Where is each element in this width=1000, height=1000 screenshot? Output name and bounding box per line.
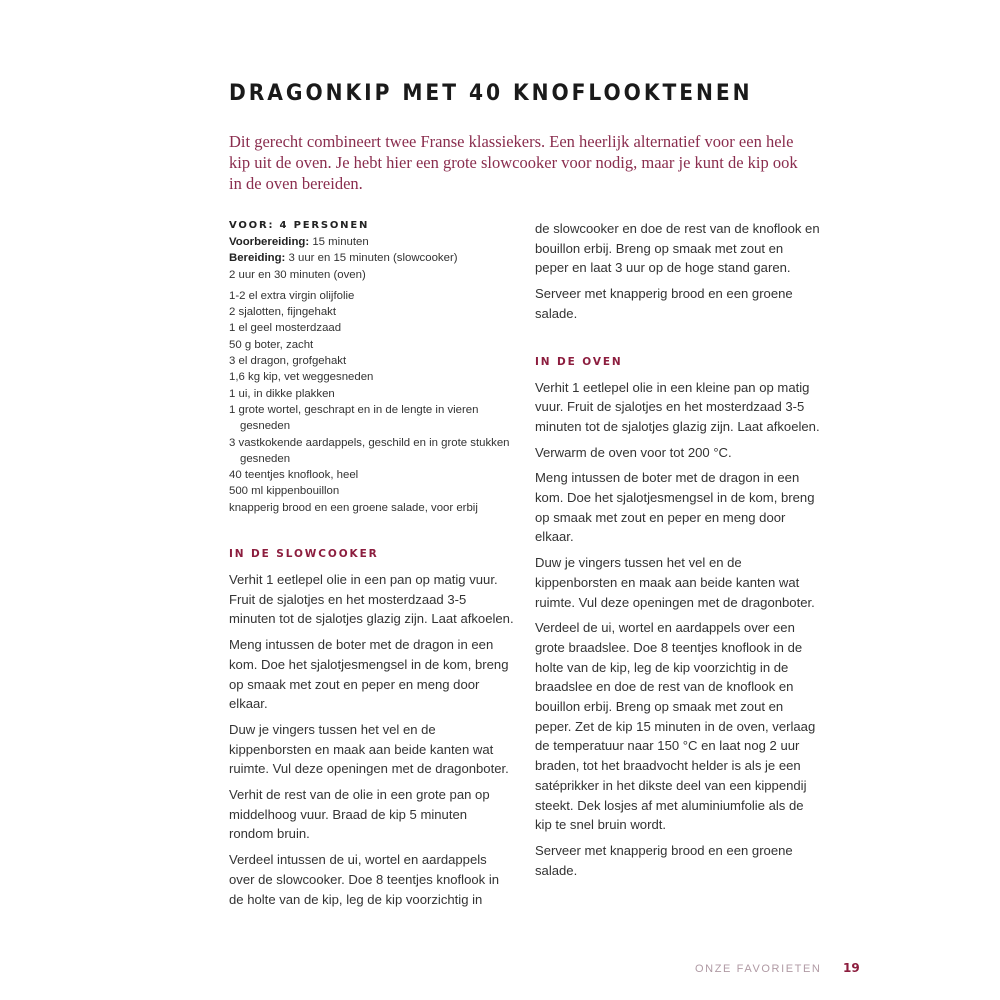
slowcooker-step: Verhit 1 eetlepel olie in een pan op matig vuur. Fruit de sjalotjes en het mosterdzaad 3-5 minuten tot de sjalotjes glazig zijn. Laat afkoelen. (229, 572, 514, 627)
cook-value: 3 uur en 15 minuten (slowcooker) (285, 252, 458, 265)
slowcooker-step-continued: de slowcooker en doe de rest van de knoflook en bouillon erbij. Breng op smaak met zout en peper en laat 3 uur op de hoge stand garen. (535, 221, 820, 276)
recipe-title: DRAGONKIP MET 40 KNOFLOOKTENEN (229, 80, 753, 106)
prep-time (229, 234, 514, 250)
recipe-times (229, 234, 514, 283)
ingredient-item: 1 grote wortel, geschrapt en in de lengte in vieren gesneden (229, 403, 479, 433)
ingredient-item: knapperig brood en een groene salade, voor erbij (229, 501, 478, 514)
ingredient-item: 1,6 kg kip, vet weggesneden (229, 371, 374, 384)
cook-label: Bereiding: (229, 252, 286, 265)
ingredient-item: 1 ui, in dikke plakken (229, 387, 335, 400)
slowcooker-step: Meng intussen de boter met de dragon in een kom. Doe het sjalotjesmengsel in de kom, breng op smaak met zout en peper en meng door elkaar. (229, 637, 509, 712)
ingredient-list (229, 288, 514, 516)
servings-heading: VOOR: 4 PERSONEN (229, 220, 370, 231)
intro-text: Dit gerecht combineert twee Franse klassiekers. Een heerlijk alternatief voor een hele kip uit de oven. Je hebt hier een grote slowcooker voor nodig, maar je kunt de kip ook in de oven bereiden. (229, 132, 798, 193)
recipe-intro (229, 131, 809, 194)
slowcooker-step: Verhit de rest van de olie in een grote pan op middelhoog vuur. Braad de kip 5 minuten rondom bruin. (229, 787, 490, 842)
footer-section-label: ONZE FAVORIETEN (695, 963, 822, 975)
oven-step: Verwarm de oven voor tot 200 °C. (535, 444, 732, 460)
slowcooker-step-split: Verdeel intussen de ui, wortel en aardappels over de slowcooker. Doe 8 teentjes knoflook in de holte van de kip, leg de kip voorzichtig in (229, 852, 500, 907)
ingredient-item: 3 el dragon, grofgehakt (229, 355, 347, 368)
prep-value: 15 minuten (309, 236, 369, 248)
oven-step: Verhit 1 eetlepel olie in een kleine pan op matig vuur. Fruit de sjalotjes en het mosterdzaad 3-5 minuten tot de sjalotjes glazig zijn. Laat afkoelen. (535, 379, 820, 434)
ingredient-item: 1-2 el extra virgin olijfolie (229, 289, 355, 302)
slowcooker-heading: IN DE SLOWCOOKER (229, 548, 379, 561)
slowcooker-step: Serveer met knapperig brood en een groene salade. (535, 286, 793, 321)
left-column (229, 220, 514, 915)
oven-step: Meng intussen de boter met de dragon in een kom. Doe het sjalotjesmengsel in de kom, breng op smaak met zout en peper en meng door elkaar. (535, 470, 815, 545)
ingredient-item: 3 vastkokende aardappels, geschild en in grote stukken gesneden (229, 436, 510, 465)
ingredient-item: 40 teentjes knoflook, heel (229, 469, 359, 482)
oven-heading: IN DE OVEN (535, 355, 623, 368)
oven-step: Serveer met knapperig brood en een groene salade. (535, 842, 793, 878)
oven-step: Verdeel de ui, wortel en aardappels over een grote braadslee. Doe 8 teentjes knoflook in de holte van de kip, leg de kip voorzichtig in de braadslee en doe de rest van de knoflook en bouillon erbij. Breng op smaak met zout en peper. Zet de kip 15 minuten in de oven, verlaag de temperatuur naar 150 °C en laat nog 2 uur braden, tot het braadvocht helder is als je een satéprikker in het dikste deel van een kippendij steekt. Dek losjes af met aluminiumfolie als de kip te snel bruin wordt. (535, 620, 816, 833)
cook-time (229, 250, 514, 266)
slowcooker-step: Duw je vingers tussen het vel en de kippenborsten en maak aan beide kanten wat ruimte. Vul deze openingen met de dragonboter. (229, 721, 509, 777)
ingredient-item: 500 ml kippenbouillon (229, 485, 340, 498)
ingredient-item: 2 sjalotten, fijngehakt (229, 306, 337, 319)
cook-time-oven: 2 uur en 30 minuten (oven) (229, 268, 366, 281)
oven-step: Duw je vingers tussen het vel en de kippenborsten en maak aan beide kanten wat ruimte. Vul deze openingen met de dragonboter. (535, 555, 815, 610)
right-column (535, 219, 820, 886)
ingredient-item: 1 el geel mosterdzaad (229, 322, 342, 335)
ingredient-item: 50 g boter, zacht (229, 338, 314, 351)
page-number: 19 (843, 961, 860, 975)
prep-label: Voorbereiding: (229, 236, 310, 248)
